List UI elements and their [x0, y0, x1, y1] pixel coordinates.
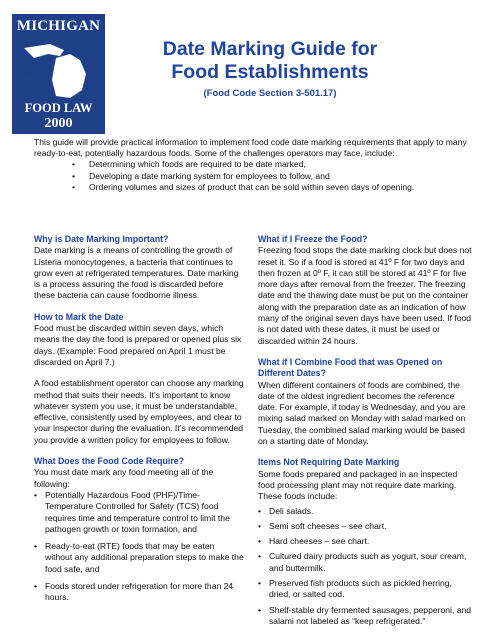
heading-not-required: Items Not Requiring Date Marking — [258, 457, 400, 468]
text-require: You must date mark any food meeting all of the following: — [34, 467, 214, 489]
michigan-food-law-logo — [12, 14, 105, 134]
list-item: • Potentially Hazardous Food (PHF)/Time-Temperature Controlled for Safety (TCS) food requires time and temperature control to limit the pathogen growth or toxin formation, and — [34, 490, 244, 535]
right-column — [258, 234, 474, 631]
list-item: • Foods stored under refrigeration for more than 24 hours. — [34, 581, 244, 604]
text-how-2: A food establishment operator can choose any marking method that suits their needs. It’s important to know whatever system you use, it must be understandable, effective, consistently used by employees, and clear to your inspector during the evaluation. It’s recommended you provide a written policy for employees to follow. — [34, 378, 244, 445]
page-subtitle: (Food Code Section 3-501.17) — [203, 88, 337, 99]
list-item: • Semi soft cheeses – see chart. — [258, 521, 474, 532]
left-column — [34, 234, 244, 610]
list-item: • Ready-to-eat (RTE) foods that may be eaten without any additional preparation steps to make the food safe, and — [34, 541, 244, 575]
intro-bullet: • Ordering volumes and sizes of product that can be sold within seven days of opening. — [34, 182, 474, 193]
logo-michigan-text: MICHIGAN — [16, 18, 101, 34]
text-freeze: Freezing food stops the date marking clock but does not reset it. So if a food is stored at 41º F for two days and then frozen at 0º F, it can still be stored at 41º F for five more days after removal from the freezer. The freezing date and the thawing date must be put on the container along with the preparation date as an indication of how many of the original seven days have been used. If food is not dated with these dates, it must be used or discarded within 24 hours. — [258, 245, 472, 346]
intro-bullet: • Determining which foods are required to be date marked, — [34, 159, 474, 170]
text-why: Date marking is a means of controlling the growth of Listeria monocytogenes, a bacteria that continues to grow even at refrigerated temperatures. Date marking is a process assuring the food is discarded before these bacteria can cause foodborne illness. — [34, 245, 239, 301]
intro-list — [34, 159, 474, 193]
text-combine: When different containers of foods are combined, the date of the oldest ingredient becomes the reference date. For example, if today is Wednesday, and you are mixing salad marked on Monday with salad marked on Tuesday, the combined salad marking would be based on a starting date of Monday. — [258, 379, 466, 447]
require-list — [34, 490, 244, 604]
intro-section — [34, 137, 474, 193]
logo-food-law-text: FOOD LAW — [24, 101, 93, 115]
not-required-list — [258, 506, 474, 628]
intro-text: This guide will provide practical information to implement food code date marking requirements that apply to many ready-to-eat, potentially hazardous foods. Some of the challenges operators may face, include: — [34, 137, 467, 159]
list-item: • Deli salads. — [258, 506, 474, 517]
page-title: Date Marking Guide for Food Establishments — [162, 38, 378, 83]
list-item: • Preserved fish products such as pickled herring, dried, or salted cod. — [258, 578, 474, 601]
list-item: • Hard cheeses – see chart. — [258, 536, 474, 547]
intro-bullet: • Developing a date marking system for employees to follow, and — [34, 171, 474, 182]
heading-combine: What if I Combine Food that was Opened on Different Dates? — [258, 356, 443, 379]
heading-why: Why is Date Marking Important? — [34, 234, 169, 244]
logo-year-text: 2000 — [44, 116, 73, 131]
text-how-1: Food must be discarded within seven days, which means the day the food is prepared or opened plus six days. (Example: Food prepared on April 1 must be discarded on April 7.) — [34, 323, 242, 367]
heading-require: What Does the Food Code Require? — [34, 456, 185, 467]
logo-food-safety-leader: Food Safety Leader — [21, 60, 46, 87]
list-item: • Shelf-stable dry fermented sausages, pepperoni, and salami not labeled as “keep refrigerated.” — [258, 605, 474, 628]
heading-how: How to Mark the Date — [34, 311, 124, 322]
heading-freeze: What if I Freeze the Food? — [258, 234, 368, 244]
list-item: • Cultured dairy products such as yogurt, sour cream, and buttermilk. — [258, 551, 474, 574]
text-not-required: Some foods prepared and packaged in an inspected food processing plant may not require date marking. These foods include: — [258, 468, 458, 502]
